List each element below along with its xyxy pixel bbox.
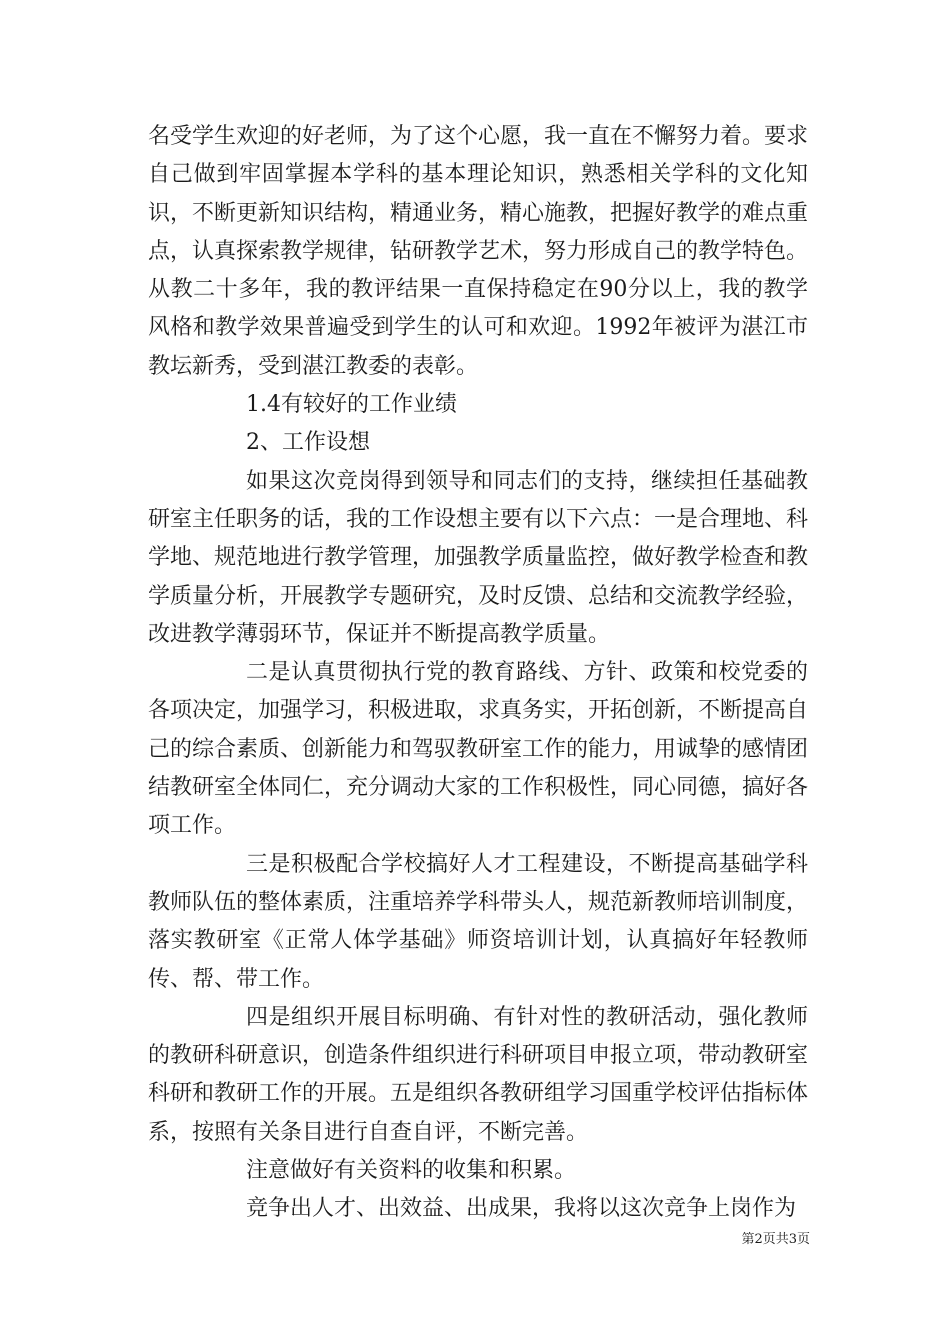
paragraph-6: 注意做好有关资料的收集和积累。 [246,1158,577,1184]
page-number: 第2页共3页 [741,1232,810,1247]
paragraph-7: 竞争出人才、出效益、出成果，我将以这次竞争上岗作为 [246,1196,797,1222]
paragraph-1: 名受学生欢迎的好老师，为了这个心愿，我一直在不懈努力着。要求自己做到牢固掌握本学科的基本理论知识，熟悉相关学科的文化知识，不断更新知识结构，精通业务，精心施教，把握好教学的难点重点，认真探索教学规律，钻研教学艺术，努力形成自己的教学特色。从教二十多年，我的教评结果一直保持稳定在90分以上，我的教学风格和教学效果普遍受到学生的认可和欢迎。1992年被评为湛江市教坛新秀，受到湛江教委的表彰。 [148,124,809,379]
document-body [148,118,808,1229]
paragraph-5: 四是组织开展目标明确、有针对性的教研活动，强化教师的教研科研意识，创造条件组织进行科研项目申报立项，带动教研室科研和教研工作的开展。五是组织各教研组学习国重学校评估指标体系，按照有关条目进行自查自评，不断完善。 [148,1004,809,1145]
paragraph-4: 三是积极配合学校搞好人才工程建设，不断提高基础学科教师队伍的整体素质，注重培养学科带头人，规范新教师培训制度，落实教研室《正常人体学基础》师资培训计划，认真搞好年轻教师传、帮、带工作。 [148,851,809,992]
paragraph-3: 二是认真贯彻执行党的教育路线、方针、政策和校党委的各项决定，加强学习，积极进取，求真务实，开拓创新，不断提高自己的综合素质、创新能力和驾驭教研室工作的能力，用诚挚的感情团结教研室全体同仁，充分调动大家的工作积极性，同心同德，搞好各项工作。 [148,660,809,839]
section-heading-1-4: 1.4有较好的工作业绩 [246,392,457,418]
section-heading-2: 2、工作设想 [246,430,370,456]
paragraph-2: 如果这次竞岗得到领导和同志们的支持，继续担任基础教研室主任职务的话，我的工作设想主要有以下六点：一是合理地、科学地、规范地进行教学管理，加强教学质量监控，做好教学检查和教学质量分析，开展教学专题研究，及时反馈、总结和交流教学经验，改进教学薄弱环节，保证并不断提高教学质量。 [148,468,809,647]
